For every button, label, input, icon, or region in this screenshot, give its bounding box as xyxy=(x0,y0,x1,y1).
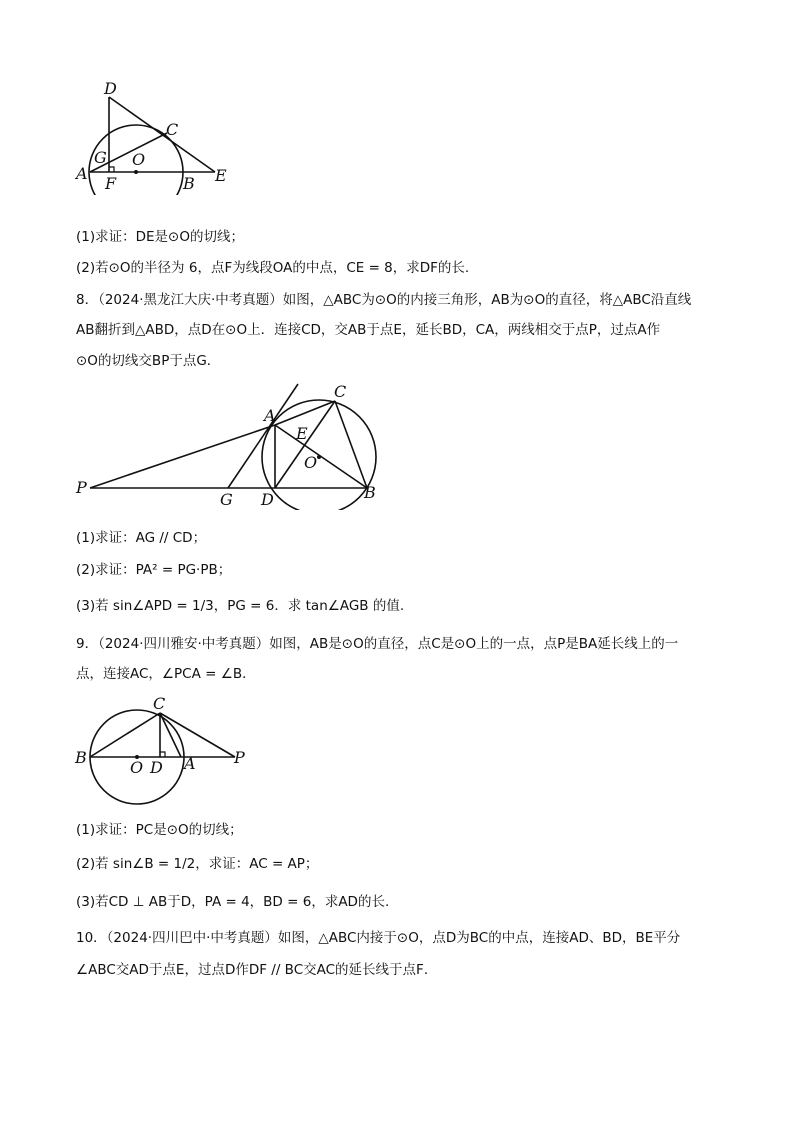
figure-problem8 xyxy=(70,380,390,510)
figure-problem9 xyxy=(70,695,260,810)
label-g: G xyxy=(220,490,233,509)
label-g: G xyxy=(94,148,107,167)
label-c: C xyxy=(153,695,166,713)
p8-intro-line1: 8．（2024·黑龙江大庆·中考真题）如图，△ABC为⊙O的内接三角形，AB为⊙O的直径，将△ABC沿直线 xyxy=(76,292,692,308)
p9-intro-line1: 9．（2024·四川雅安·中考真题）如图，AB是⊙O的直径，点C是⊙O上的一点，点P是BA延长线上的一 xyxy=(76,636,679,652)
p7-part1: (1)求证：DE是⊙O的切线； xyxy=(76,229,244,245)
p8-intro-line3: ⊙O的切线交BP于点G． xyxy=(76,353,221,369)
p9-part1: (1)求证：PC是⊙O的切线； xyxy=(76,822,243,838)
p8-part1: (1)求证：AG // CD； xyxy=(76,530,207,546)
figure-problem7 xyxy=(70,75,240,195)
label-d: D xyxy=(150,758,163,777)
p8-intro-line2: AB翻折到△ABD，点D在⊙O上．连接CD，交AB于点E，延长BD，CA，两线相交于点P，过点A作 xyxy=(76,322,661,338)
label-d: D xyxy=(104,79,117,98)
label-a: A xyxy=(264,406,276,425)
p9-part2: (2)若 sin∠B = 1/2，求证：AC = AP； xyxy=(76,856,319,872)
p9-part3: (3)若CD ⊥ AB于D，PA = 4，BD = 6，求AD的长. xyxy=(76,894,390,910)
label-c: C xyxy=(334,382,347,401)
label-b: B xyxy=(75,748,87,767)
label-b: B xyxy=(183,174,195,193)
p8-part2: (2)求证：PA² = PG·PB； xyxy=(76,562,232,578)
label-a: A xyxy=(184,754,196,773)
label-o: O xyxy=(304,453,318,472)
p7-part2: (2)若⊙O的半径为 6，点F为线段OA的中点，CE = 8，求DF的长. xyxy=(76,260,470,276)
p9-intro-line2: 点，连接AC，∠PCA = ∠B． xyxy=(76,666,256,682)
label-p: P xyxy=(76,478,87,497)
label-f: F xyxy=(105,174,117,193)
label-o: O xyxy=(132,150,146,169)
label-a: A xyxy=(76,164,88,183)
label-e: E xyxy=(215,166,227,185)
p10-intro-line2: ∠ABC交AD于点E，过点D作DF // BC交AC的延长线于点F． xyxy=(76,962,438,978)
label-d: D xyxy=(261,490,274,509)
p10-intro-line1: 10．（2024·四川巴中·中考真题）如图，△ABC内接于⊙O，点D为BC的中点，连接AD、BD，BE平分 xyxy=(76,930,681,946)
p8-part3: (3)若 sin∠APD = 1/3，PG = 6．求 tan∠AGB 的值. xyxy=(76,598,405,614)
label-o: O xyxy=(130,758,144,777)
label-b: B xyxy=(364,483,376,502)
label-c: C xyxy=(166,120,179,139)
label-p: P xyxy=(234,748,245,767)
label-e: E xyxy=(296,424,308,443)
